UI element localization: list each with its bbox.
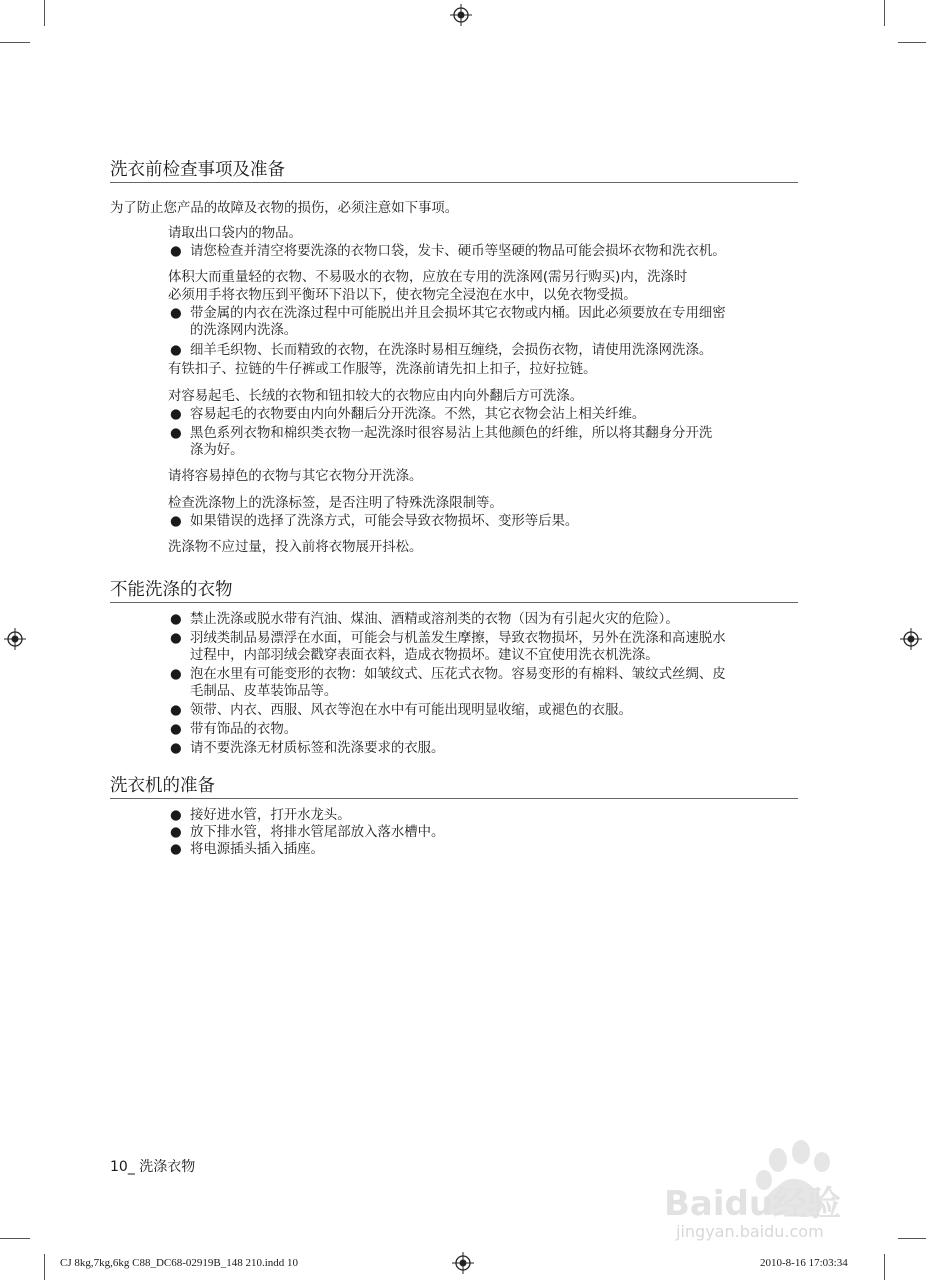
bullet-text: 请不要洗涤无材质标签和洗涤要求的衣服。 [190, 741, 445, 756]
intro-text: 为了防止您产品的故障及衣物的损伤，必须注意如下事项。 [110, 201, 459, 216]
bullet-item [168, 243, 808, 260]
bullet-text: 放下排水管，将排水管尾部放入落水槽中。 [190, 825, 445, 840]
bullet-icon: ● [170, 612, 182, 627]
paragraph: 对容易起毛、长绒的衣物和钮扣较大的衣物应由内向外翻后方可洗涤。 [168, 389, 584, 404]
crop-mark-bottom-right-v [884, 1254, 885, 1280]
bullet-text: 如果错误的选择了洗涤方式，可能会导致衣物损坏、变形等后果。 [190, 514, 579, 529]
paragraph: 有铁扣子、拉链的牛仔裤或工作服等，洗涤前请先扣上扣子，拉好拉链。 [168, 362, 597, 377]
bullet-item [168, 702, 808, 719]
bullet-icon: ● [170, 514, 182, 529]
bullet-icon: ● [170, 722, 182, 737]
watermark-logo-text: Baidu经验 [664, 1184, 842, 1224]
crop-mark-bottom-right-h [898, 1238, 926, 1239]
crop-mark-top-left-h [0, 42, 30, 43]
check-list [168, 225, 808, 557]
crop-mark-bottom-left-h [0, 1238, 30, 1239]
bullet-item [168, 513, 808, 530]
bullet-text: 带有饰品的衣物。 [190, 722, 298, 737]
bullet-icon: ● [170, 667, 182, 682]
bullet-text: 容易起毛的衣物要由内向外翻后分开洗涤。不然，其它衣物会沾上相关纤维。 [190, 407, 646, 422]
bullet-icon: ● [170, 825, 182, 840]
bullet-item [168, 425, 808, 442]
bullet-item [168, 841, 808, 858]
paragraph: 体积大而重量轻的衣物、不易吸水的衣物，应放在专用的洗涤网(需另行购买)内，洗涤时 [168, 270, 688, 285]
bullet-text: 请您检查并清空将要洗涤的衣物口袋，发卡、硬币等坚硬的物品可能会损坏衣物和洗衣机。 [190, 244, 726, 259]
bullet-icon: ● [170, 842, 182, 857]
prep-list [168, 807, 808, 858]
crop-mark-bottom-left-v [44, 1254, 45, 1280]
bullet-text: 接好进水管，打开水龙头。 [190, 808, 351, 823]
paragraph: 请取出口袋内的物品。 [168, 226, 302, 241]
bullet-item [168, 721, 808, 738]
file-slug: CJ 8kg,7kg,6kg C88_DC68-02919B_148 210.indd 10 [60, 1257, 299, 1269]
crop-mark-top-right-h [898, 42, 926, 43]
registration-mark-icon [452, 1252, 474, 1274]
bullet-item [168, 406, 808, 423]
bullet-item [168, 824, 808, 841]
bullet-text: 涤为好。 [190, 443, 244, 458]
bullet-text: 毛制品、皮革装饰品等。 [190, 684, 338, 699]
bullet-item [168, 611, 808, 628]
paragraph: 请将容易掉色的衣物与其它衣物分开洗涤。 [168, 469, 423, 484]
bullet-text: 将电源插头插入插座。 [190, 842, 324, 857]
bullet-text: 带金属的内衣在洗涤过程中可能脱出并且会损坏其它衣物或内桶。因此必须要放在专用细密 [190, 306, 726, 321]
bullet-continuation [168, 442, 808, 459]
page-number: 10_ 洗涤衣物 [110, 1159, 196, 1175]
bullet-continuation [168, 647, 808, 664]
bullet-item [168, 630, 808, 647]
watermark-url: jingyan.baidu.com [676, 1222, 824, 1241]
bullet-text: 细羊毛织物、长而精致的衣物，在洗涤时易相互缠绕，会损伤衣物，请使用洗涤网洗涤。 [190, 343, 713, 358]
bullet-icon: ● [170, 631, 182, 646]
bullet-text: 黑色系列衣物和棉织类衣物一起洗涤时很容易沾上其他颜色的纤维，所以将其翻身分开洗 [190, 426, 713, 441]
nowash-list [168, 611, 808, 757]
print-date: 2010-8-16 17:03:34 [760, 1257, 848, 1269]
bullet-text: 禁止洗涤或脱水带有汽油、煤油、酒精或溶剂类的衣物（因为有引起火灾的危险）。 [190, 612, 679, 627]
bullet-text: 泡在水里有可能变形的衣物：如皱纹式、压花式衣物。容易变形的有棉料、皱纹式丝绸、皮 [190, 667, 726, 682]
bullet-icon: ● [170, 426, 182, 441]
crop-mark-top-left-v [44, 0, 45, 26]
bullet-text: 羽绒类制品易漂浮在水面，可能会与机盖发生摩擦，导致衣物损坏，另外在洗涤和高速脱水 [190, 631, 726, 646]
bullet-item [168, 740, 808, 757]
bullet-icon: ● [170, 741, 182, 756]
bullet-icon: ● [170, 703, 182, 718]
bullet-item [168, 807, 808, 824]
bullet-icon: ● [170, 306, 182, 321]
bullet-icon: ● [170, 244, 182, 259]
bullet-item [168, 342, 808, 359]
bullet-text: 领带、内衣、西服、风衣等泡在水中有可能出现明显收缩，或褪色的衣服。 [190, 703, 632, 718]
section-heading-nowash: 不能洗涤的衣物 [110, 579, 798, 603]
section-heading-check: 洗衣前检查事项及准备 [110, 159, 798, 183]
crop-mark-top-right-v [884, 0, 885, 26]
bullet-text: 过程中，内部羽绒会戳穿表面衣料，造成衣物损坏。建议不宜使用洗衣机洗涤。 [190, 648, 659, 663]
section-heading-prep: 洗衣机的准备 [110, 775, 798, 799]
paragraph: 洗涤物不应过量，投入前将衣物展开抖松。 [168, 540, 423, 555]
bullet-icon: ● [170, 343, 182, 358]
paragraph: 必须用手将衣物压到平衡环下沿以下，使衣物完全浸泡在水中，以免衣物受损。 [168, 288, 637, 303]
registration-mark-icon [4, 628, 26, 650]
registration-mark-icon [450, 4, 472, 26]
registration-mark-icon [900, 628, 922, 650]
bullet-item [168, 305, 808, 322]
paragraph: 检查洗涤物上的洗涤标签，是否注明了特殊洗涤限制等。 [168, 496, 503, 511]
bullet-icon: ● [170, 808, 182, 823]
bullet-icon: ● [170, 407, 182, 422]
bullet-text: 的洗涤网内洗涤。 [190, 323, 298, 338]
bullet-continuation [168, 683, 808, 700]
bullet-continuation [168, 322, 808, 339]
bullet-item [168, 666, 808, 683]
